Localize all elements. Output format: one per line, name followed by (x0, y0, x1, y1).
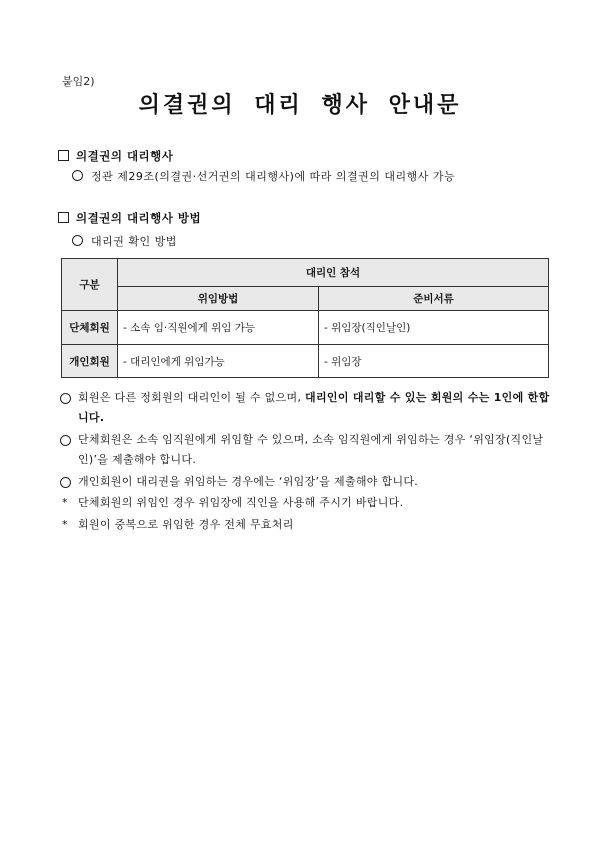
note-item (60, 388, 550, 428)
section-heading-proxy (58, 148, 173, 164)
square-bullet-icon (58, 212, 69, 223)
table-header-method: 위임방법 (118, 287, 319, 311)
table-row (62, 345, 549, 378)
notes-list (60, 388, 550, 536)
row-method: - 소속 임·직원에게 위임 가능 (118, 311, 319, 345)
circle-bullet-icon (60, 435, 71, 446)
circle-bullet-icon (72, 170, 83, 181)
section1-heading-text: 의결권의 대리행사 (76, 149, 174, 163)
circle-bullet-icon (60, 393, 71, 404)
row-method: - 대리인에게 위임가능 (118, 345, 319, 378)
star-note1-text: 단체회원의 위임인 경우 위임장에 직인을 사용해 주시기 바랍니다. (78, 496, 404, 509)
circle-bullet-icon (60, 477, 71, 488)
page-title: 의결권의 대리 행사 안내문 (138, 93, 462, 118)
row-docs: - 위임장(직인날인) (319, 311, 549, 345)
row-category: 단체회원 (62, 311, 118, 345)
proxy-method-table (61, 258, 549, 378)
note-item (60, 430, 550, 470)
section2-heading-text: 의결권의 대리행사 방법 (76, 211, 202, 225)
table-row (62, 311, 549, 345)
note1-bold-text: 대리인이 대리할 수 있는 회원의 수는 1인에 한합니다. (78, 391, 550, 424)
table-header-docs: 준비서류 (319, 287, 549, 311)
asterisk-mark: * (62, 496, 68, 509)
note-item (60, 472, 550, 492)
attachment-label: 붙임2) (62, 75, 95, 88)
row-category: 개인회원 (62, 345, 118, 378)
section1-item-text: 정관 제29조(의결권·선거권의 대리행사)에 따라 의결권의 대리행사 가능 (91, 170, 456, 183)
table-header-category: 구분 (62, 259, 118, 311)
star-note-item (60, 492, 550, 514)
section2-item-text: 대리권 확인 방법 (91, 235, 177, 248)
note3-text: 개인회원이 대리권을 위임하는 경우에는 ‘위임장’을 제출해야 합니다. (78, 475, 419, 488)
table-header-group: 대리인 참석 (118, 259, 549, 287)
section2-item (72, 233, 177, 249)
star-note2-text: 회원이 중복으로 위임한 경우 전체 무효처리 (78, 518, 294, 531)
section1-item (72, 168, 455, 184)
note2-text: 단체회원은 소속 임직원에게 위임할 수 있으며, 소속 임직원에게 위임하는 경우 ‘위임장(직인날인)’을 제출해야 합니다. (78, 433, 544, 466)
square-bullet-icon (58, 150, 69, 161)
row-docs: - 위임장 (319, 345, 549, 378)
note1-text: 회원은 다른 정회원의 대리인이 될 수 없으며, (78, 391, 306, 404)
star-note-item (60, 514, 550, 536)
asterisk-mark: * (62, 518, 68, 531)
circle-bullet-icon (72, 235, 83, 246)
section-heading-method (58, 210, 201, 226)
